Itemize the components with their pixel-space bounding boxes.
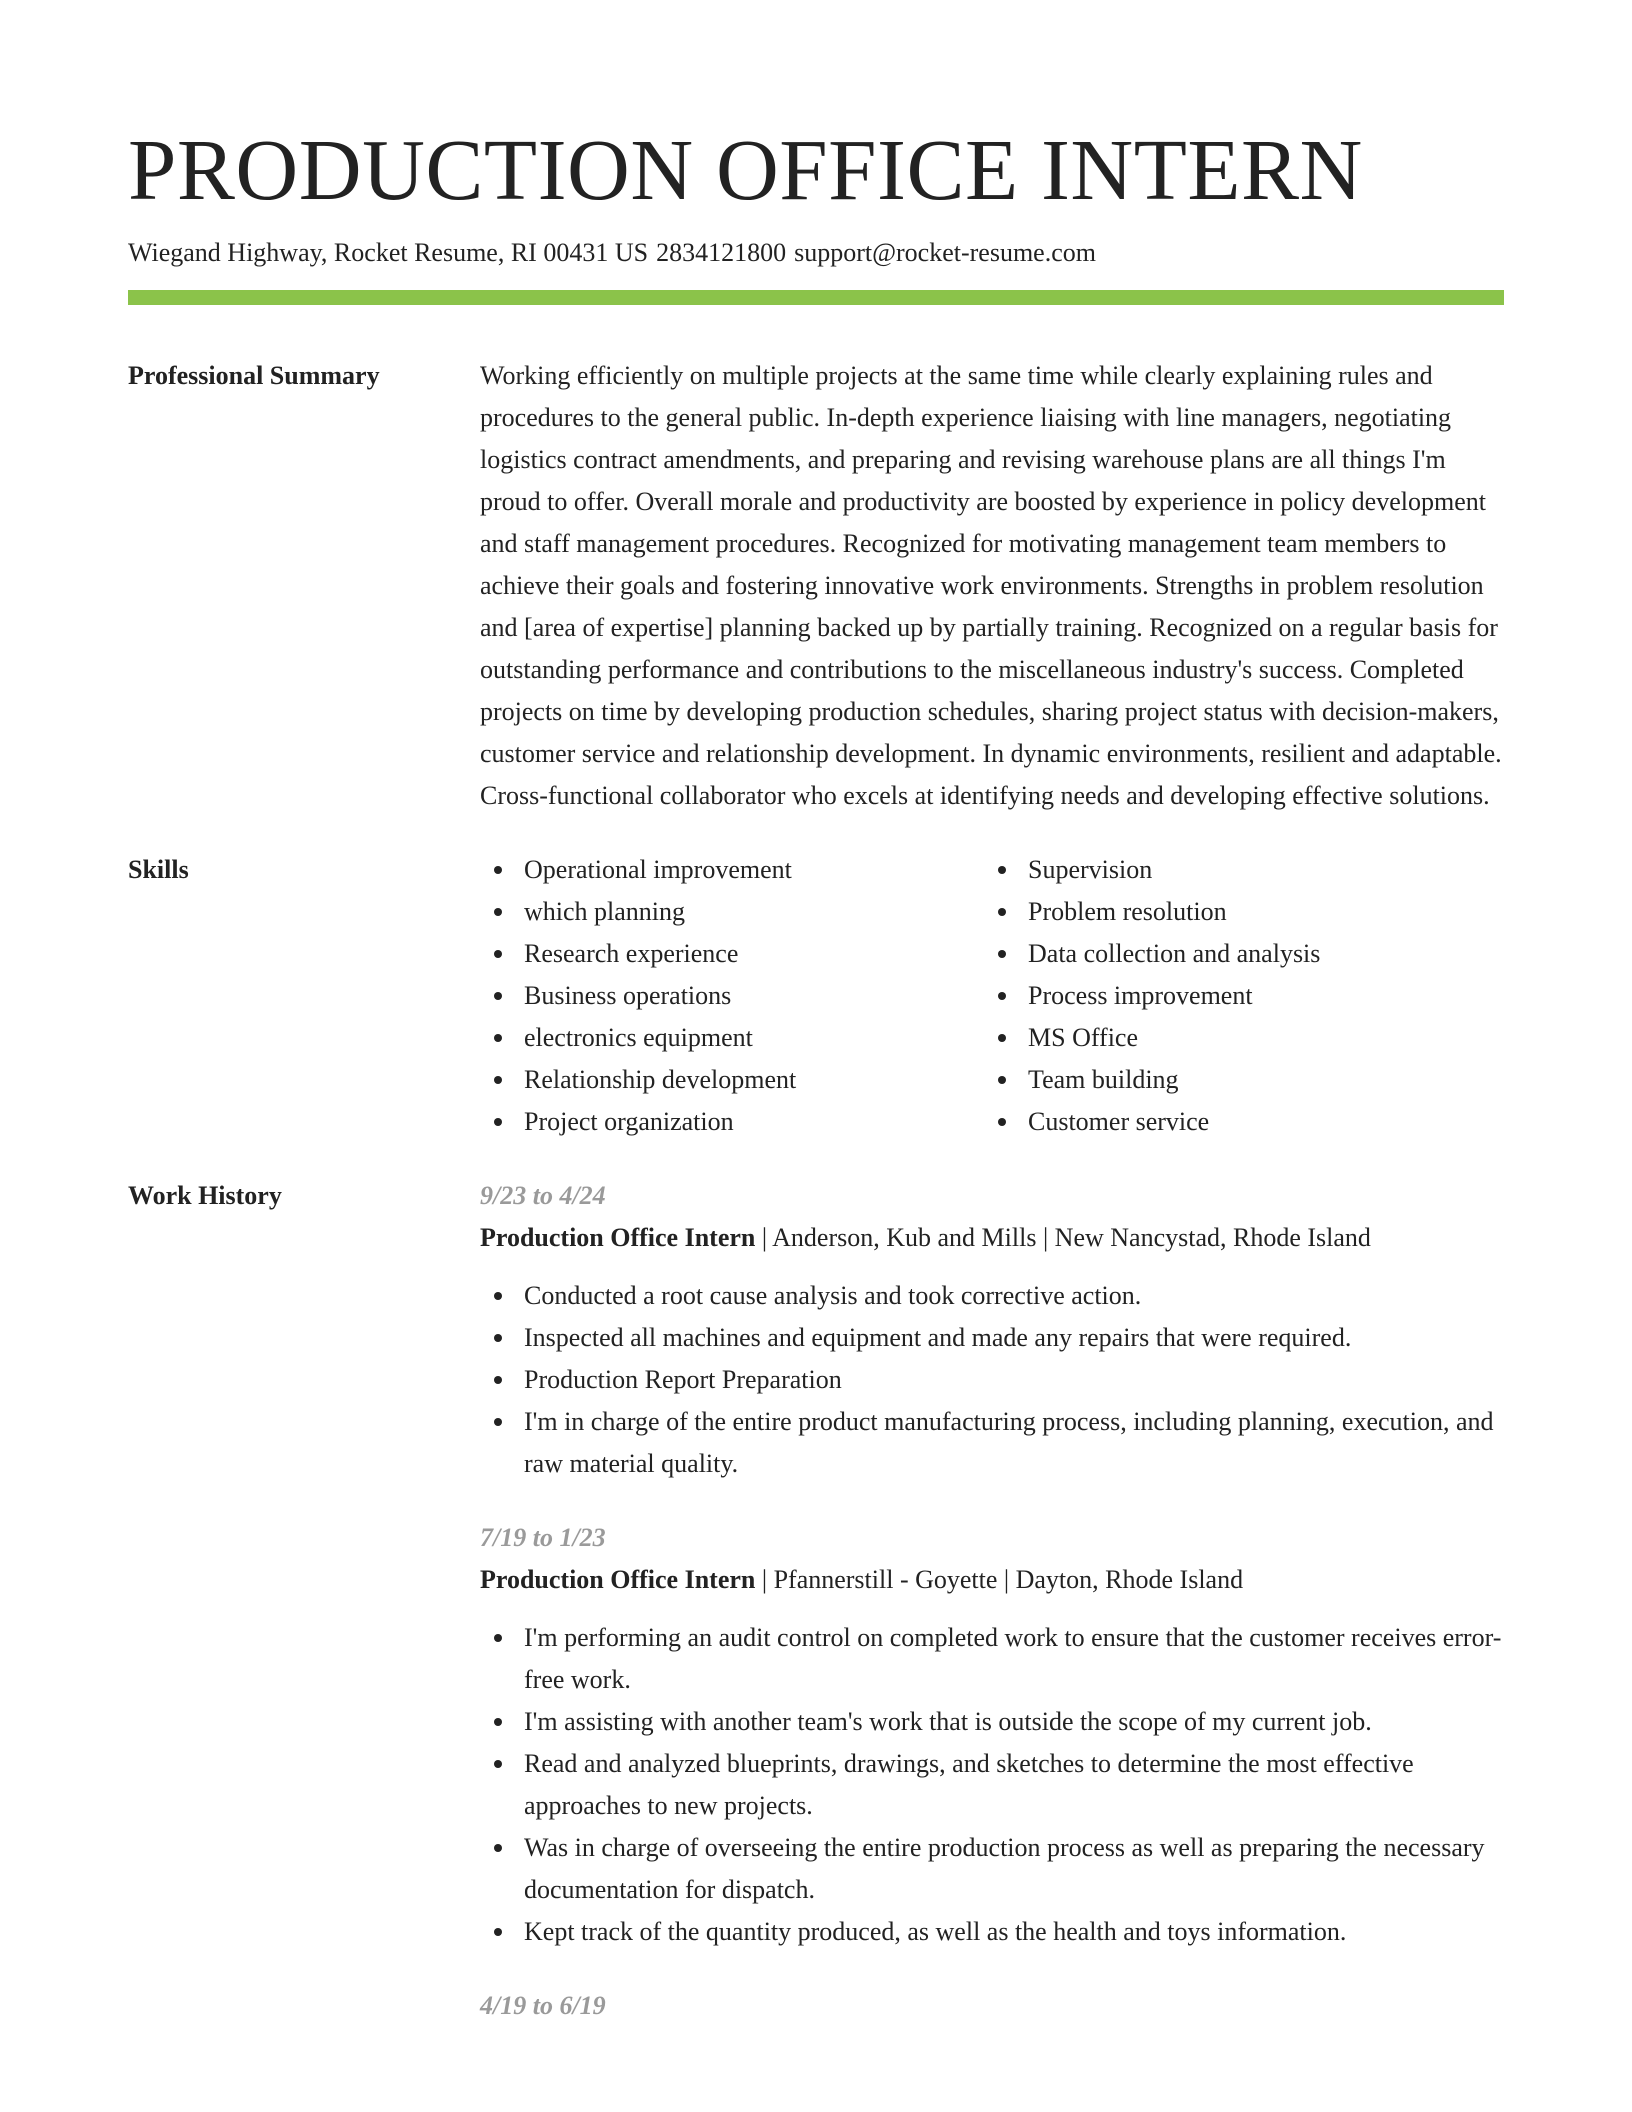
skill-item: MS Office xyxy=(984,1017,1488,1059)
job-dates: 9/23 to 4/24 xyxy=(480,1181,606,1210)
job-entry xyxy=(480,1517,1504,1953)
job-title-line xyxy=(480,1559,1504,1601)
contact-email: support@rocket-resume.com xyxy=(794,238,1096,267)
header-accent-rule xyxy=(128,290,1504,305)
skills-columns xyxy=(480,849,1504,1143)
responsibility-item: Read and analyzed blueprints, drawings, and sketches to determine the most effective approaches to new projects. xyxy=(480,1743,1504,1827)
skills-list-left xyxy=(480,849,984,1143)
job-responsibilities xyxy=(480,1617,1504,1953)
responsibility-item: Kept track of the quantity produced, as well as the health and toys information. xyxy=(480,1911,1504,1953)
job-title-line xyxy=(480,1217,1504,1259)
candidate-name: PRODUCTION OFFICE INTERN xyxy=(128,121,1363,218)
job-employer-location: | Pfannerstill - Goyette | Dayton, Rhode Island xyxy=(755,1565,1244,1594)
skill-item: Problem resolution xyxy=(984,891,1488,933)
skill-item: Operational improvement xyxy=(480,849,984,891)
skill-item: Relationship development xyxy=(480,1059,984,1101)
responsibility-item: Conducted a root cause analysis and took corrective action. xyxy=(480,1275,1504,1317)
skill-item: Data collection and analysis xyxy=(984,933,1488,975)
skills-list-right xyxy=(984,849,1488,1143)
responsibility-item: Inspected all machines and equipment and made any repairs that were required. xyxy=(480,1317,1504,1359)
job-dates: 7/19 to 1/23 xyxy=(480,1523,606,1552)
job-title: Production Office Intern xyxy=(480,1223,756,1252)
contact-phone: 2834121800 xyxy=(656,238,787,267)
skill-item: Research experience xyxy=(480,933,984,975)
skill-item: electronics equipment xyxy=(480,1017,984,1059)
section-heading-work-history: Work History xyxy=(128,1181,282,1210)
skill-item: which planning xyxy=(480,891,984,933)
responsibility-item: Production Report Preparation xyxy=(480,1359,1504,1401)
skills-section xyxy=(128,849,1504,1143)
section-heading-summary: Professional Summary xyxy=(128,361,380,390)
responsibility-item: I'm in charge of the entire product manufacturing process, including planning, execution, and raw material quality. xyxy=(480,1401,1504,1485)
responsibility-item: Was in charge of overseeing the entire production process as well as preparing the necessary documentation for dispatch. xyxy=(480,1827,1504,1911)
skill-item: Project organization xyxy=(480,1101,984,1143)
responsibility-item: I'm assisting with another team's work that is outside the scope of my current job. xyxy=(480,1701,1504,1743)
contact-line xyxy=(128,236,1504,270)
job-entry xyxy=(480,1985,1504,2027)
job-dates: 4/19 to 6/19 xyxy=(480,1991,606,2020)
job-entry xyxy=(480,1175,1504,1485)
skill-item: Team building xyxy=(984,1059,1488,1101)
summary-text: Working efficiently on multiple projects at the same time while clearly explaining rules and procedures to the general public. In-depth experience liaising with line managers, negotiating logistics contract amendments, and preparing and revising warehouse plans are all things I'm proud to offer. Overall morale and productivity are boosted by experience in policy development and staff management procedures. Recognized for motivating management team members to achieve their goals and fostering innovative work environments. Strengths in problem resolution and [area of expertise] planning backed up by partially training. Recognized on a regular basis for outstanding performance and contributions to the miscellaneous industry's success. Completed projects on time by developing production schedules, sharing project status with decision-makers, customer service and relationship development. In dynamic environments, resilient and adaptable. Cross-functional collaborator who excels at identifying needs and developing effective solutions. xyxy=(480,361,1502,810)
job-title: Production Office Intern xyxy=(480,1565,756,1594)
job-responsibilities xyxy=(480,1275,1504,1485)
professional-summary-section xyxy=(128,355,1504,817)
skill-item: Process improvement xyxy=(984,975,1488,1017)
responsibility-item: I'm performing an audit control on completed work to ensure that the customer receives error-free work. xyxy=(480,1617,1504,1701)
skill-item: Business operations xyxy=(480,975,984,1017)
job-employer-location: | Anderson, Kub and Mills | New Nancystad, Rhode Island xyxy=(755,1223,1371,1252)
skill-item: Customer service xyxy=(984,1101,1488,1143)
work-history-section xyxy=(128,1175,1504,2027)
skill-item: Supervision xyxy=(984,849,1488,891)
section-heading-skills: Skills xyxy=(128,855,189,884)
resume-page xyxy=(128,0,1504,2027)
contact-address: Wiegand Highway, Rocket Resume, RI 00431 US xyxy=(128,238,649,267)
